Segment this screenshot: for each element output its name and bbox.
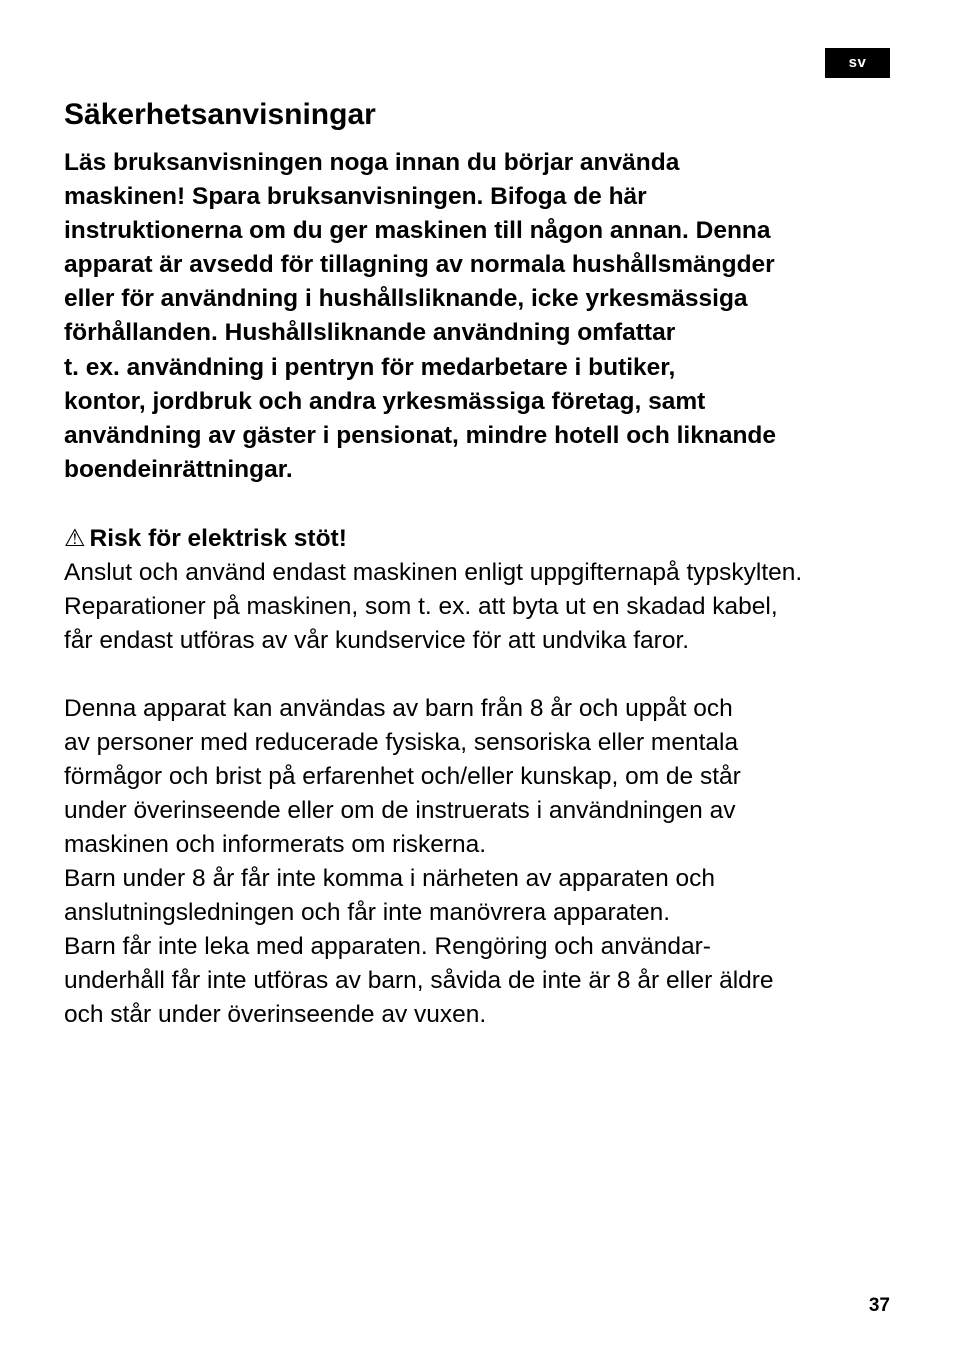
intro-line: eller för användning i hushållsliknande, icke yrkesmässiga bbox=[64, 285, 748, 313]
children-paragraph bbox=[64, 692, 904, 1032]
children-line: av personer med reducerade fysiska, sensoriska eller mentala bbox=[64, 728, 739, 756]
page-title: Säkerhetsanvisningar bbox=[64, 98, 376, 131]
children-line: underhåll får inte utföras av barn, såvida de inte är 8 år eller äldre bbox=[64, 966, 774, 994]
paragraph-spacer bbox=[64, 658, 904, 692]
intro-line: Läs bruksanvisningen noga innan du börjar använda bbox=[64, 149, 680, 176]
warning-line: Reparationer på maskinen, som t. ex. att byta ut en skadad kabel, bbox=[64, 592, 778, 620]
intro-line: apparat är avsedd för tillagning av normala hushållsmängder bbox=[64, 251, 775, 279]
children-line: Denna apparat kan användas av barn från 8 år och uppåt och bbox=[64, 694, 733, 722]
children-line: maskinen och informerats om riskerna. bbox=[64, 830, 487, 858]
warning-triangle-icon: ⚠ bbox=[64, 523, 86, 552]
children-line: förmågor och brist på erfarenhet och/eller kunskap, om de står bbox=[64, 762, 741, 790]
intro-line: förhållanden. Hushållsliknande användning omfattar bbox=[64, 319, 676, 347]
children-line: och står under överinseende av vuxen. bbox=[64, 1000, 487, 1028]
intro-line: användning av gäster i pensionat, mindre hotell och liknande bbox=[64, 421, 776, 449]
page-content bbox=[64, 94, 904, 1032]
intro-paragraph bbox=[64, 146, 904, 487]
intro-line: kontor, jordbruk och andra yrkesmässiga företag, samt bbox=[64, 387, 706, 415]
intro-line: maskinen! Spara bruksanvisningen. Bifoga de här bbox=[64, 183, 647, 211]
children-line: anslutningsledningen och får inte manövrera apparaten. bbox=[64, 898, 671, 926]
page-number: 37 bbox=[868, 1295, 890, 1316]
warning-heading bbox=[64, 521, 904, 556]
warning-line: får endast utföras av vår kundservice för att undvika faror. bbox=[64, 626, 690, 654]
warning-paragraph bbox=[64, 556, 904, 658]
warning-heading-text: Risk för elektrisk stöt! bbox=[89, 524, 347, 552]
warning-line: Anslut och använd endast maskinen enligt uppgifternapå typskylten. bbox=[64, 558, 803, 586]
children-line: under överinseende eller om de instruerats i användningen av bbox=[64, 796, 736, 824]
language-badge: sv bbox=[825, 48, 890, 78]
children-line: Barn under 8 år får inte komma i närheten av apparaten och bbox=[64, 864, 715, 892]
intro-line: t. ex. användning i pentryn för medarbetare i butiker, bbox=[64, 353, 676, 381]
intro-line: boendeinrättningar. bbox=[64, 455, 293, 483]
intro-line: instruktionerna om du ger maskinen till någon annan. Denna bbox=[64, 217, 771, 245]
children-line: Barn får inte leka med apparaten. Rengöring och användar- bbox=[64, 932, 711, 960]
